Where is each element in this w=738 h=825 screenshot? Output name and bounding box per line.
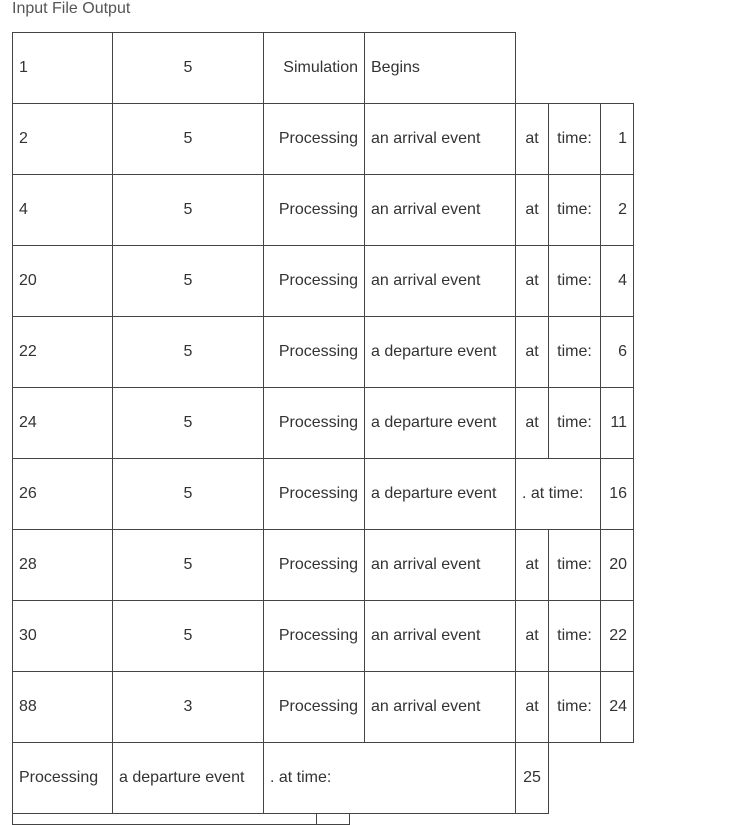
table-cell: . at time: [263,742,516,814]
table-cell: Processing [263,529,365,601]
table-cell: at [515,103,549,175]
table-cell: an arrival event [364,103,516,175]
table-cell: 26 [12,458,113,530]
table-cell: 5 [112,316,264,388]
table-cell: 5 [112,458,264,530]
table-cell: 5 [112,174,264,246]
table-cell: time: [548,245,601,317]
table-cell: a departure event [364,316,516,388]
table-cell: at [515,671,549,743]
table-cell: 16 [600,458,634,530]
table-cell [316,813,350,825]
table-cell: Processing [263,316,365,388]
table-cell: Processing [263,671,365,743]
table-cell: 5 [112,103,264,175]
table-cell: 5 [112,529,264,601]
table-cell: 20 [600,529,634,601]
table-cell: 22 [12,316,113,388]
table-cell: at [515,529,549,601]
table-cell: Processing [263,387,365,459]
table-cell: 4 [12,174,113,246]
table-cell: at [515,600,549,672]
table-cell: Processing [263,600,365,672]
table-cell: a departure event [364,458,516,530]
table-cell: 3 [112,671,264,743]
table-cell: at [515,174,549,246]
table-cell: an arrival event [364,174,516,246]
table-cell: 1 [600,103,634,175]
table-cell: 30 [12,600,113,672]
table-cell [12,813,317,825]
table-cell: Simulation [263,32,365,104]
table-cell: 6 [600,316,634,388]
table-cell: time: [548,316,601,388]
table-cell: 2 [12,103,113,175]
table-cell: . at time: [515,458,601,530]
table-cell: time: [548,671,601,743]
table-cell: time: [548,387,601,459]
table-cell: 24 [600,671,634,743]
table-cell: an arrival event [364,671,516,743]
table-cell: 24 [12,387,113,459]
table-cell: time: [548,600,601,672]
page-title: Input File Output [12,0,131,17]
table-cell: 88 [12,671,113,743]
table-cell: 5 [112,32,264,104]
table-cell: 2 [600,174,634,246]
table-cell: a departure event [112,742,264,814]
table-cell: a departure event [364,387,516,459]
table-cell: 25 [515,742,549,814]
table-cell: at [515,316,549,388]
table-cell: 28 [12,529,113,601]
table-cell: Begins [364,32,516,104]
table-cell: an arrival event [364,529,516,601]
table-cell: 22 [600,600,634,672]
table-cell: 4 [600,245,634,317]
table-cell: Processing [263,103,365,175]
table-cell: an arrival event [364,245,516,317]
table-cell: 5 [112,387,264,459]
table-cell: at [515,387,549,459]
table-cell: Processing [263,174,365,246]
table-cell: an arrival event [364,600,516,672]
table-cell: 11 [600,387,634,459]
table-cell: time: [548,174,601,246]
table-cell: time: [548,103,601,175]
table-cell: 1 [12,32,113,104]
table-cell: 20 [12,245,113,317]
table-cell: Processing [263,245,365,317]
table-cell: 5 [112,245,264,317]
table-cell: Processing [12,742,113,814]
table-cell: Processing [263,458,365,530]
table-cell: at [515,245,549,317]
table-cell: time: [548,529,601,601]
table-cell: 5 [112,600,264,672]
